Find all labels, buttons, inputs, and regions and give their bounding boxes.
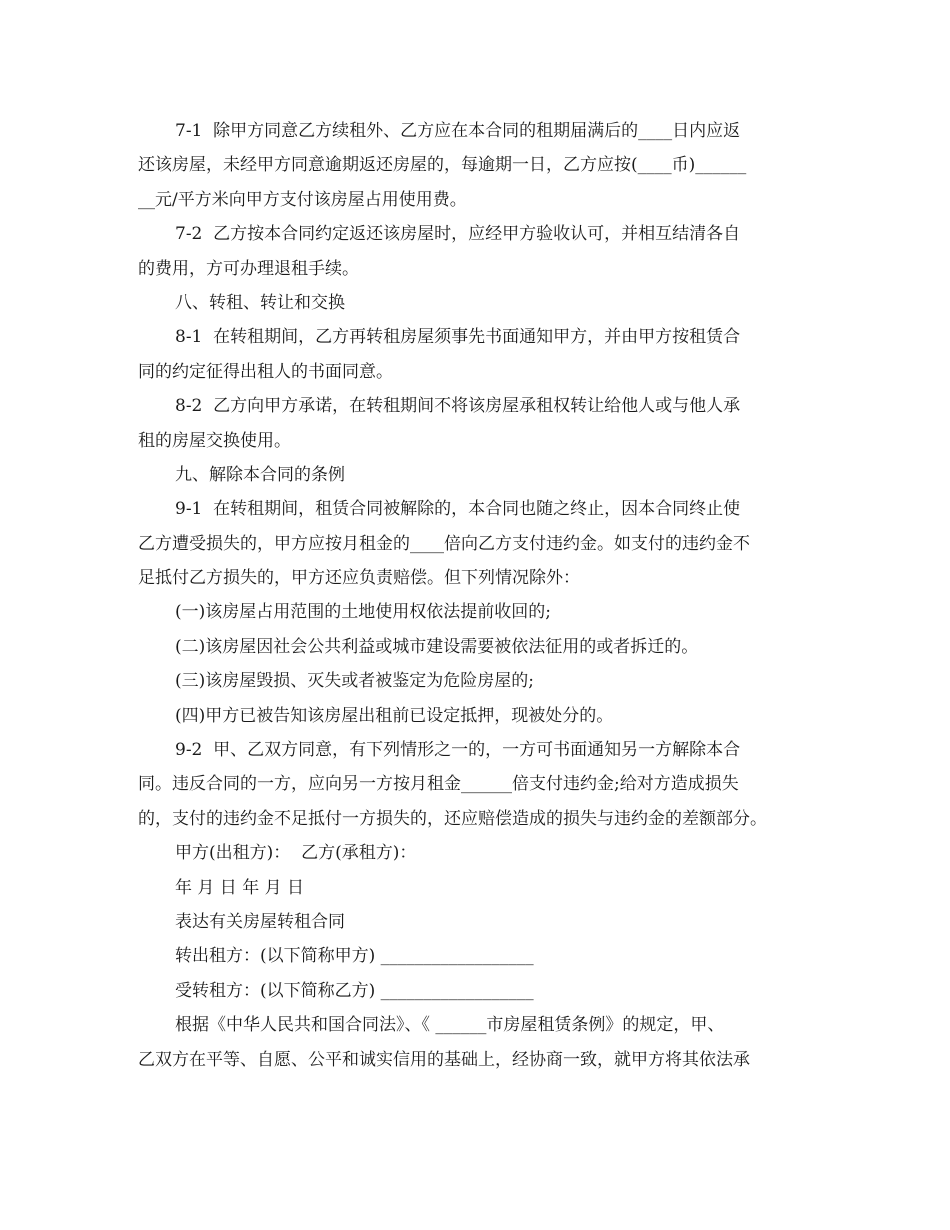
text-line: 还该房屋，未经甲方同意逾期返还房屋的，每逾期一日，乙方应按(____币)______ (138, 155, 747, 176)
text-line: 同。违反合同的一方，应向另一方按月租金______倍支付违约金;给对方造成损失 (138, 774, 739, 795)
text-line: 的，支付的违约金不足抵付一方损失的，还应赔偿造成的损失与违约金的差额部分。 (138, 808, 767, 829)
text-line: (三)该房屋毁损、灭失或者被鉴定为危险房屋的; (175, 671, 534, 692)
text-line: 年 月 日 年 月 日 (175, 877, 305, 898)
text-line: 九、解除本合同的条例 (175, 464, 345, 485)
text-line: 足抵付乙方损失的，甲方还应负责赔偿。但下列情况除外： (138, 568, 580, 589)
text-line: 乙双方在平等、自愿、公平和诚实信用的基础上，经协商一致，就甲方将其依法承 (138, 1049, 750, 1070)
text-line: 乙方遭受损失的，甲方应按月租金的____倍向乙方支付违约金。如支付的违约金不 (138, 533, 750, 554)
text-line: 的费用，方可办理退租手续。 (138, 258, 359, 279)
text-line: 受转租方：(以下简称乙方) __________________ (175, 980, 534, 1001)
text-line: 八、转租、转让和交换 (175, 292, 345, 313)
text-line: 7-1 除甲方同意乙方续租外、乙方应在本合同的租期届满后的____日内应返 (175, 121, 741, 141)
text-line: 甲方(出租方)： 乙方(承租方)： (175, 843, 417, 864)
text-line: __元/平方米向甲方支付该房屋占用使用费。 (138, 189, 467, 210)
text-line: 8-1 在转租期间，乙方再转租房屋须事先书面通知甲方，并由甲方按租赁合 (175, 327, 741, 348)
text-line: (四)甲方已被告知该房屋出租前已设定抵押，现被处分的。 (175, 705, 614, 726)
text-line: 8-2 乙方向甲方承诺，在转租期间不将该房屋承租权转让给他人或与他人承 (175, 396, 741, 417)
text-line: 同的约定征得出租人的书面同意。 (138, 361, 393, 382)
document-page (138, 114, 816, 1077)
text-line: (一)该房屋占用范围的土地使用权依法提前收回的; (175, 602, 551, 623)
text-line: 9-1 在转租期间，租赁合同被解除的，本合同也随之终止，因本合同终止使 (175, 499, 741, 520)
text-line: 7-2 乙方按本合同约定返还该房屋时，应经甲方验收认可，并相互结清各自 (175, 224, 741, 245)
text-line: (二)该房屋因社会公共利益或城市建设需要被依法征用的或者拆迁的。 (175, 636, 699, 657)
text-line: 根据《中华人民共和国合同法》、《 ______市房屋租赁条例》的规定，甲、 (175, 1015, 725, 1036)
text-line: 租的房屋交换使用。 (138, 430, 291, 451)
text-line: 9-2 甲、乙双方同意，有下列情形之一的，一方可书面通知另一方解除本合 (175, 740, 741, 761)
text-line: 转出租方：(以下简称甲方) __________________ (175, 946, 534, 967)
text-line: 表达有关房屋转租合同 (175, 911, 345, 932)
